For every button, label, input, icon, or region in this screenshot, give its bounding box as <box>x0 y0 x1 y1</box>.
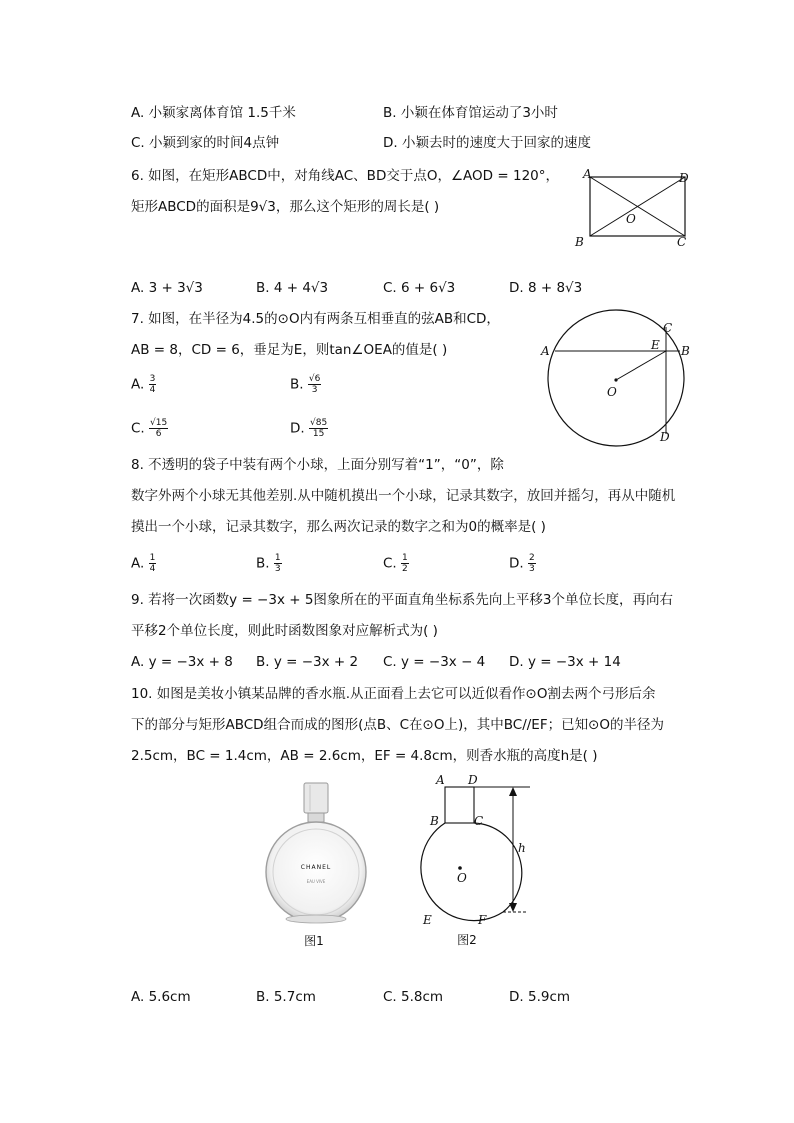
q6-rectangle-figure <box>575 165 705 250</box>
q10-fig1-caption: 图1 <box>304 934 324 948</box>
q10-stem-line3: 2.5cm，BC = 1.4cm，AB = 2.6cm，EF = 4.8cm，则香水瓶的高度h是( ) <box>131 748 598 764</box>
q10-label-h: h <box>518 841 526 855</box>
q6-label-d: D <box>679 171 689 185</box>
q6-option-d: D. 8 + 8√3 <box>509 280 583 296</box>
q7-option-c: C. $\frac{√15}{6}$ <box>131 418 168 439</box>
q10-label-f: F <box>478 913 487 927</box>
q5-option-c: C. 小颖到家的时间4点钟 <box>131 135 280 151</box>
q10-option-c: C. 5.8cm <box>383 989 444 1005</box>
q10-perfume-bottle-figure <box>262 780 382 950</box>
q7-label-a: A <box>541 344 550 358</box>
q8-stem-line2: 数字外两个小球无其他差别.从中随机摸出一个小球，记录其数字，放回并摇匀，再从中随机 <box>131 488 676 504</box>
q7-stem-line1: 7. 如图，在半径为4.5的⊙O内有两条互相垂直的弦AB和CD， <box>131 311 500 327</box>
q7-option-d: D. $\frac{√85}{15}$ <box>290 418 328 439</box>
q8-stem-line3: 摸出一个小球，记录其数字，那么两次记录的数字之和为0的概率是( ) <box>131 519 546 535</box>
q10-bottle-sub: EAU VIVE <box>306 879 326 884</box>
q10-label-a: A <box>436 773 445 787</box>
q10-label-b: B <box>430 814 439 828</box>
q8-option-b: B. $\frac{1}{3}$ <box>256 553 281 574</box>
q7-stem-line2: AB = 8，CD = 6，垂足为E，则tan∠OEA的值是( ) <box>131 342 448 358</box>
q6-stem-line2: 矩形ABCD的面积是9√3，那么这个矩形的周长是( ) <box>131 199 440 215</box>
q6-stem-line1: 6. 如图，在矩形ABCD中，对角线AC、BD交于点O，∠AOD = 120°， <box>131 168 559 184</box>
q9-option-c: C. y = −3x − 4 <box>383 654 486 670</box>
q10-label-e: E <box>423 913 432 927</box>
q7-circle-figure <box>538 310 698 450</box>
q10-option-a: A. 5.6cm <box>131 989 191 1005</box>
q8-option-a: A. $\frac{1}{4}$ <box>131 553 156 574</box>
q8-stem-line1: 8. 不透明的袋子中装有两个小球，上面分别写着“1”，“0”，除 <box>131 457 504 473</box>
q10-stem-line1: 10. 如图是美妆小镇某品牌的香水瓶.从正面看上去它可以近似看作⊙O割去两个弓形后余 <box>131 686 656 702</box>
q5-option-a: A. 小颖家离体育馆 1.5千米 <box>131 105 296 121</box>
q10-stem-line2: 下的部分与矩形ABCD组合而成的图形(点B、C在⊙O上)，其中BC//EF；已知⊙O的半径为 <box>131 717 665 733</box>
q7-label-b: B <box>681 344 690 358</box>
q7-label-o: O <box>607 385 617 399</box>
q5-option-d: D. 小颖去时的速度大于回家的速度 <box>383 135 591 151</box>
q5-option-b: B. 小颖在体育馆运动了3小时 <box>383 105 558 121</box>
q9-option-d: D. y = −3x + 14 <box>509 654 621 670</box>
q10-label-d: D <box>468 773 478 787</box>
q7-label-d: D <box>660 430 670 444</box>
q9-option-b: B. y = −3x + 2 <box>256 654 359 670</box>
q8-option-c: C. $\frac{1}{2}$ <box>383 553 408 574</box>
q10-bottle-brand: CHANEL <box>300 864 332 871</box>
q10-geometry-figure <box>415 772 550 952</box>
q10-fig2-caption: 图2 <box>457 933 477 947</box>
q7-label-e: E <box>651 338 660 352</box>
q10-label-o: O <box>457 871 467 885</box>
q6-option-b: B. 4 + 4√3 <box>256 280 329 296</box>
q7-option-a: A. $\frac{3}{4}$ <box>131 374 156 395</box>
q6-option-a: A. 3 + 3√3 <box>131 280 203 296</box>
q10-option-d: D. 5.9cm <box>509 989 571 1005</box>
q6-label-c: C <box>677 235 687 249</box>
q6-label-o: O <box>626 212 636 226</box>
q7-label-c: C <box>663 321 673 335</box>
q6-option-c: C. 6 + 6√3 <box>383 280 456 296</box>
q6-label-a: A <box>583 167 592 181</box>
q10-label-c: C <box>474 814 484 828</box>
q6-label-b: B <box>575 235 584 249</box>
q9-option-a: A. y = −3x + 8 <box>131 654 233 670</box>
q8-option-d: D. $\frac{2}{3}$ <box>509 553 535 574</box>
q9-stem-line1: 9. 若将一次函数y = −3x + 5图象所在的平面直角坐标系先向上平移3个单位长度，再向右 <box>131 592 674 608</box>
q7-option-b: B. $\frac{√6}{3}$ <box>290 374 321 395</box>
q10-option-b: B. 5.7cm <box>256 989 316 1005</box>
q9-stem-line2: 平移2个单位长度，则此时函数图象对应解析式为( ) <box>131 623 438 639</box>
